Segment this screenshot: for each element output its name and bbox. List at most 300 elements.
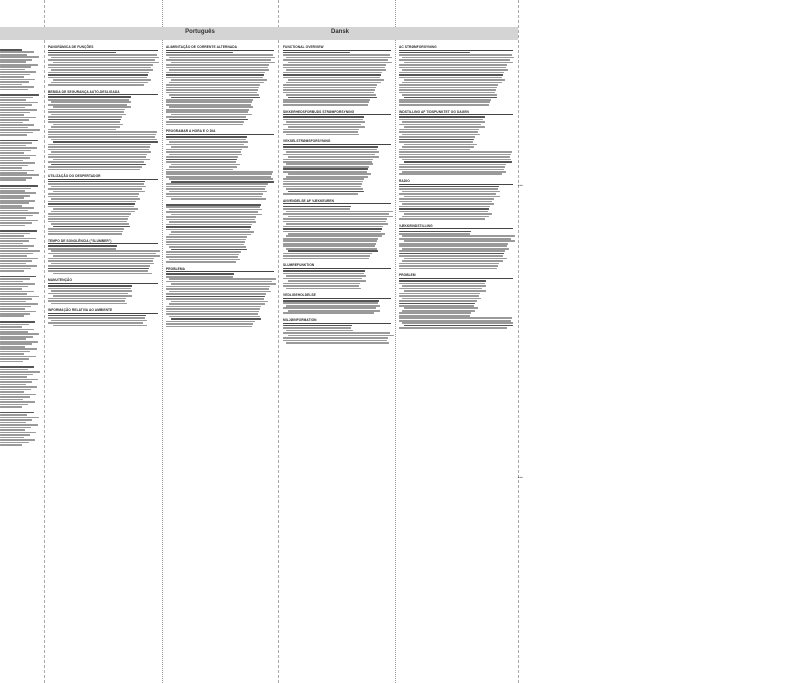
- text-line: [399, 141, 473, 143]
- section-heading: INDSTILLING AF TIDSPUNKTET OG DAGEN: [399, 110, 513, 116]
- fold-line-left: [44, 0, 45, 683]
- text-line: [166, 92, 257, 94]
- text-line: [0, 102, 38, 104]
- text-line: [399, 149, 470, 151]
- text-line: [399, 67, 506, 69]
- text-line: [166, 99, 253, 101]
- text-line: [0, 66, 31, 68]
- text-line: [399, 131, 478, 133]
- text-line: [166, 124, 243, 126]
- text-line: [399, 198, 494, 200]
- text-line: [399, 74, 503, 76]
- text-line: [166, 204, 261, 206]
- manual-section: [399, 273, 513, 329]
- text-line: [166, 219, 255, 221]
- text-line: [48, 315, 146, 317]
- text-line: [399, 255, 503, 257]
- text-line: [404, 79, 505, 81]
- text-line: [53, 106, 131, 108]
- text-line: [48, 74, 148, 76]
- text-line: [0, 215, 33, 217]
- text-line: [48, 146, 150, 148]
- language-title-portugues: Português: [185, 29, 215, 35]
- section-heading: VÆKKEINDSTILLING: [399, 224, 513, 230]
- manual-section: [399, 224, 513, 270]
- text-line: [0, 86, 34, 88]
- text-line: [166, 224, 252, 226]
- text-line: [166, 171, 273, 173]
- text-line: [0, 250, 40, 252]
- text-line: [48, 166, 142, 168]
- text-line: [0, 260, 32, 262]
- text-line: [402, 159, 511, 161]
- text-line: [283, 273, 364, 275]
- text-line: [283, 300, 379, 302]
- text-line: [166, 251, 241, 253]
- text-line: [171, 79, 267, 81]
- text-line: [283, 166, 369, 168]
- manual-section: [48, 278, 158, 304]
- text-line: [283, 74, 381, 76]
- text-line: [48, 96, 131, 98]
- text-line: [283, 231, 381, 233]
- text-line: [0, 69, 25, 71]
- text-line: [283, 149, 377, 151]
- text-line: [399, 300, 477, 302]
- text-line: [0, 235, 24, 237]
- text-line: [171, 318, 261, 320]
- text-line: [286, 223, 388, 225]
- text-line: [51, 151, 151, 153]
- fold-line-mid-left: [162, 0, 163, 683]
- text-line: [51, 139, 157, 141]
- text-line: [283, 302, 378, 304]
- text-line: [48, 72, 149, 74]
- text-line: [166, 321, 255, 323]
- text-line: [0, 147, 37, 149]
- text-line: [399, 186, 499, 188]
- text-line: [399, 253, 504, 255]
- text-line: [286, 275, 366, 277]
- text-line: [0, 396, 30, 398]
- text-line: [0, 399, 23, 401]
- text-line: [283, 159, 373, 161]
- text-line: [288, 335, 394, 337]
- text-line: [283, 337, 388, 339]
- text-line: [0, 157, 30, 159]
- text-line: [283, 186, 361, 188]
- text-line: [169, 303, 265, 305]
- text-line: [48, 201, 136, 203]
- text-line: [0, 225, 25, 227]
- text-line: [283, 67, 385, 69]
- text-line: [283, 183, 362, 185]
- text-line: [283, 178, 364, 180]
- text-line: [0, 417, 39, 419]
- text-line: [0, 391, 24, 393]
- text-line: [48, 188, 142, 190]
- text-line: [399, 164, 506, 166]
- text-line: [166, 89, 258, 91]
- text-line: [0, 351, 30, 353]
- text-line: [399, 84, 498, 86]
- text-line: [166, 111, 248, 113]
- text-line: [286, 94, 376, 96]
- text-line: [0, 114, 24, 116]
- text-line: [283, 270, 365, 272]
- text-line: [286, 57, 392, 59]
- text-line: [399, 139, 474, 141]
- text-line: [283, 77, 380, 79]
- text-line: [166, 156, 238, 158]
- text-line: [169, 82, 264, 84]
- text-line: [53, 124, 123, 126]
- header-band-left: [0, 27, 278, 40]
- text-line: [53, 141, 158, 143]
- text-line: [399, 320, 511, 322]
- text-line: [0, 207, 34, 209]
- text-line: [169, 106, 253, 108]
- text-line: [402, 146, 474, 148]
- text-line: [166, 296, 265, 298]
- text-line: [283, 64, 386, 66]
- text-line: [166, 286, 270, 288]
- text-line: [286, 134, 359, 136]
- text-line: [288, 233, 385, 235]
- text-line: [0, 386, 37, 388]
- text-line: [0, 54, 27, 56]
- text-line: [0, 361, 23, 363]
- text-line: [0, 265, 37, 267]
- text-line: [0, 61, 26, 63]
- text-line: [283, 129, 359, 131]
- text-line: [48, 149, 149, 151]
- text-line: [166, 216, 256, 218]
- section-heading: BEBIDA DE SEGURANÇA AUTO-DESLIGADA: [48, 90, 158, 96]
- text-line: [166, 139, 246, 141]
- text-line: [169, 278, 276, 280]
- text-line: [48, 59, 155, 61]
- text-line: [0, 112, 30, 114]
- text-line: [53, 191, 145, 193]
- text-line: [0, 119, 29, 121]
- text-line: [399, 263, 499, 265]
- text-line: [0, 188, 31, 190]
- text-line: [166, 313, 258, 315]
- text-line: [166, 276, 233, 278]
- text-line: [0, 258, 38, 260]
- text-line: [0, 81, 29, 83]
- text-line: [0, 326, 22, 328]
- text-line: [166, 226, 251, 228]
- text-line: [402, 260, 503, 262]
- text-line: [0, 404, 28, 406]
- text-line: [0, 179, 26, 181]
- text-line: [0, 190, 25, 192]
- text-line: [283, 240, 377, 242]
- text-line: [48, 144, 151, 146]
- text-line: [0, 296, 39, 298]
- text-line: [399, 89, 496, 91]
- text-line: [399, 156, 510, 158]
- text-line: [283, 146, 378, 148]
- text-line: [0, 174, 39, 176]
- text-line: [283, 181, 363, 183]
- text-line: [286, 305, 380, 307]
- text-line: [286, 248, 377, 250]
- text-line: [283, 84, 377, 86]
- text-line: [399, 245, 507, 247]
- text-line: [48, 268, 149, 270]
- text-line: [283, 278, 362, 280]
- text-line: [0, 331, 28, 333]
- text-line: [0, 94, 39, 96]
- text-line: [283, 325, 352, 327]
- text-line: [0, 84, 22, 86]
- text-line: [0, 122, 23, 124]
- text-line: [283, 258, 369, 260]
- text-line: [288, 126, 365, 128]
- text-line: [48, 131, 157, 133]
- text-line: [0, 160, 23, 162]
- text-line: [48, 116, 122, 118]
- continuation-marker-top: ...: [517, 178, 523, 189]
- text-line: [283, 104, 368, 106]
- text-line: [0, 255, 27, 257]
- section-heading: MANUTENÇÃO: [48, 278, 158, 284]
- text-line: [51, 223, 129, 225]
- manual-section: [283, 139, 391, 195]
- text-line: [283, 307, 376, 309]
- text-line: [402, 203, 494, 205]
- text-line: [166, 311, 259, 313]
- text-line: [0, 298, 32, 300]
- text-line: [169, 69, 269, 71]
- text-line: [283, 154, 375, 156]
- text-line: [166, 64, 269, 66]
- text-line: [0, 51, 34, 53]
- text-line: [169, 178, 273, 180]
- text-line: [0, 56, 39, 58]
- text-line: [169, 119, 248, 121]
- text-line: [399, 72, 504, 74]
- text-line: [0, 64, 38, 66]
- text-line: [399, 265, 498, 267]
- text-line: [283, 312, 374, 314]
- text-line: [286, 121, 365, 123]
- text-line: [166, 77, 263, 79]
- text-line: [171, 181, 274, 183]
- text-line: [283, 228, 382, 230]
- manual-section: [283, 293, 391, 314]
- text-line: [0, 185, 38, 187]
- text-line: [53, 62, 159, 64]
- section-heading: SIKKERHEDSFORBUDS STRØMFORSYNING: [283, 110, 391, 116]
- text-line: [51, 211, 135, 213]
- header-band-right: [278, 27, 518, 40]
- section-heading: PROGRAMAR A HORA E O DIA: [166, 129, 274, 135]
- text-line: [399, 206, 490, 208]
- text-line: [402, 310, 475, 312]
- text-line: [51, 186, 146, 188]
- text-line: [0, 444, 22, 446]
- text-line: [166, 67, 268, 69]
- text-line: [53, 226, 130, 228]
- text-line: [404, 161, 512, 163]
- text-line: [404, 196, 500, 198]
- text-line: [0, 129, 40, 131]
- text-line: [0, 288, 22, 290]
- text-line: [166, 193, 263, 195]
- text-line: [48, 216, 129, 218]
- section-heading: TEMPO DE SONOLÊNCIA ("SLUMBER"): [48, 239, 158, 245]
- text-line: [402, 248, 509, 250]
- text-line: [171, 231, 254, 233]
- manual-section: [399, 45, 513, 106]
- manual-section: [283, 199, 391, 260]
- text-line: [166, 256, 238, 258]
- text-line: [399, 327, 507, 329]
- section-heading: PROBLEMA: [166, 267, 274, 273]
- text-line: [0, 202, 29, 204]
- text-line: [169, 57, 275, 59]
- text-line: [0, 369, 28, 371]
- manual-section: [283, 45, 391, 106]
- text-line: [0, 140, 38, 142]
- text-line: [0, 422, 26, 424]
- text-line: [286, 151, 379, 153]
- text-line: [404, 144, 477, 146]
- fold-line-mid-right: [395, 0, 396, 683]
- text-line: [402, 94, 497, 96]
- text-line: [169, 154, 242, 156]
- text-line: [48, 253, 156, 255]
- text-line: [0, 127, 28, 129]
- text-line: [0, 401, 35, 403]
- text-line: [286, 188, 363, 190]
- text-line: [0, 366, 34, 368]
- text-line: [283, 221, 386, 223]
- text-line: [0, 124, 34, 126]
- text-line: [404, 258, 507, 260]
- text-line: [0, 74, 30, 76]
- text-line: [0, 301, 26, 303]
- text-line: [283, 116, 364, 118]
- text-line: [404, 325, 513, 327]
- text-line: [169, 316, 260, 318]
- text-line: [166, 206, 260, 208]
- text-line: [0, 412, 34, 414]
- text-line: [0, 281, 23, 283]
- text-line: [399, 99, 491, 101]
- text-line: [48, 203, 135, 205]
- text-line: [51, 198, 140, 200]
- text-line: [51, 290, 132, 292]
- text-line: [0, 306, 31, 308]
- text-line: [169, 191, 267, 193]
- text-line: [399, 312, 471, 314]
- section-heading: VEDLIGEHOLDELSE: [283, 293, 391, 299]
- text-line: [166, 236, 247, 238]
- text-line: [166, 241, 245, 243]
- column-dansk-1: [283, 45, 391, 348]
- text-line: [0, 230, 37, 232]
- text-line: [402, 171, 506, 173]
- text-line: [48, 129, 116, 131]
- text-line: [48, 136, 155, 138]
- text-line: [283, 340, 387, 342]
- text-line: [399, 250, 505, 252]
- text-line: [0, 442, 29, 444]
- text-line: [404, 97, 497, 99]
- text-line: [166, 121, 244, 123]
- manual-section: [166, 204, 274, 263]
- section-heading: UTILIZAÇÃO DO DESPERTADOR: [48, 174, 158, 180]
- text-line: [0, 315, 24, 317]
- text-line: [283, 87, 376, 89]
- text-line: [0, 268, 31, 270]
- text-line: [0, 358, 29, 360]
- text-line: [0, 311, 36, 313]
- text-line: [0, 152, 24, 154]
- text-line: [283, 168, 368, 170]
- text-line: [48, 64, 153, 66]
- text-line: [399, 173, 502, 175]
- text-line: [0, 99, 26, 101]
- text-line: [283, 99, 370, 101]
- text-line: [169, 94, 259, 96]
- section-heading: RADIO: [399, 179, 513, 185]
- text-line: [0, 97, 33, 99]
- text-line: [0, 155, 36, 157]
- text-line: [51, 69, 153, 71]
- text-line: [283, 327, 351, 329]
- text-line: [404, 290, 486, 292]
- manual-section: [48, 239, 158, 275]
- text-line: [283, 245, 375, 247]
- text-line: [399, 208, 489, 210]
- text-line: [283, 213, 389, 215]
- text-line: [399, 52, 470, 54]
- manual-section: [48, 308, 158, 326]
- text-line: [166, 244, 244, 246]
- text-line: [169, 234, 251, 236]
- text-line: [166, 211, 258, 213]
- manual-section: [399, 110, 513, 176]
- text-line: [0, 321, 35, 323]
- text-line: [166, 229, 250, 231]
- text-line: [171, 164, 240, 166]
- text-line: [283, 171, 367, 173]
- text-line: [399, 124, 481, 126]
- text-line: [166, 169, 233, 171]
- text-line: [286, 288, 361, 290]
- text-line: [0, 324, 29, 326]
- text-line: [48, 193, 139, 195]
- text-line: [402, 191, 500, 193]
- text-line: [51, 114, 126, 116]
- text-line: [0, 145, 26, 147]
- section-heading: AC STRØMFORSYNING: [399, 45, 513, 51]
- continuation-marker-bottom: ...: [517, 470, 523, 481]
- text-line: [171, 301, 268, 303]
- text-line: [166, 72, 265, 74]
- text-line: [0, 329, 34, 331]
- text-line: [288, 62, 392, 64]
- text-line: [48, 298, 126, 300]
- text-line: [0, 192, 36, 194]
- column-dansk-2: [399, 45, 513, 333]
